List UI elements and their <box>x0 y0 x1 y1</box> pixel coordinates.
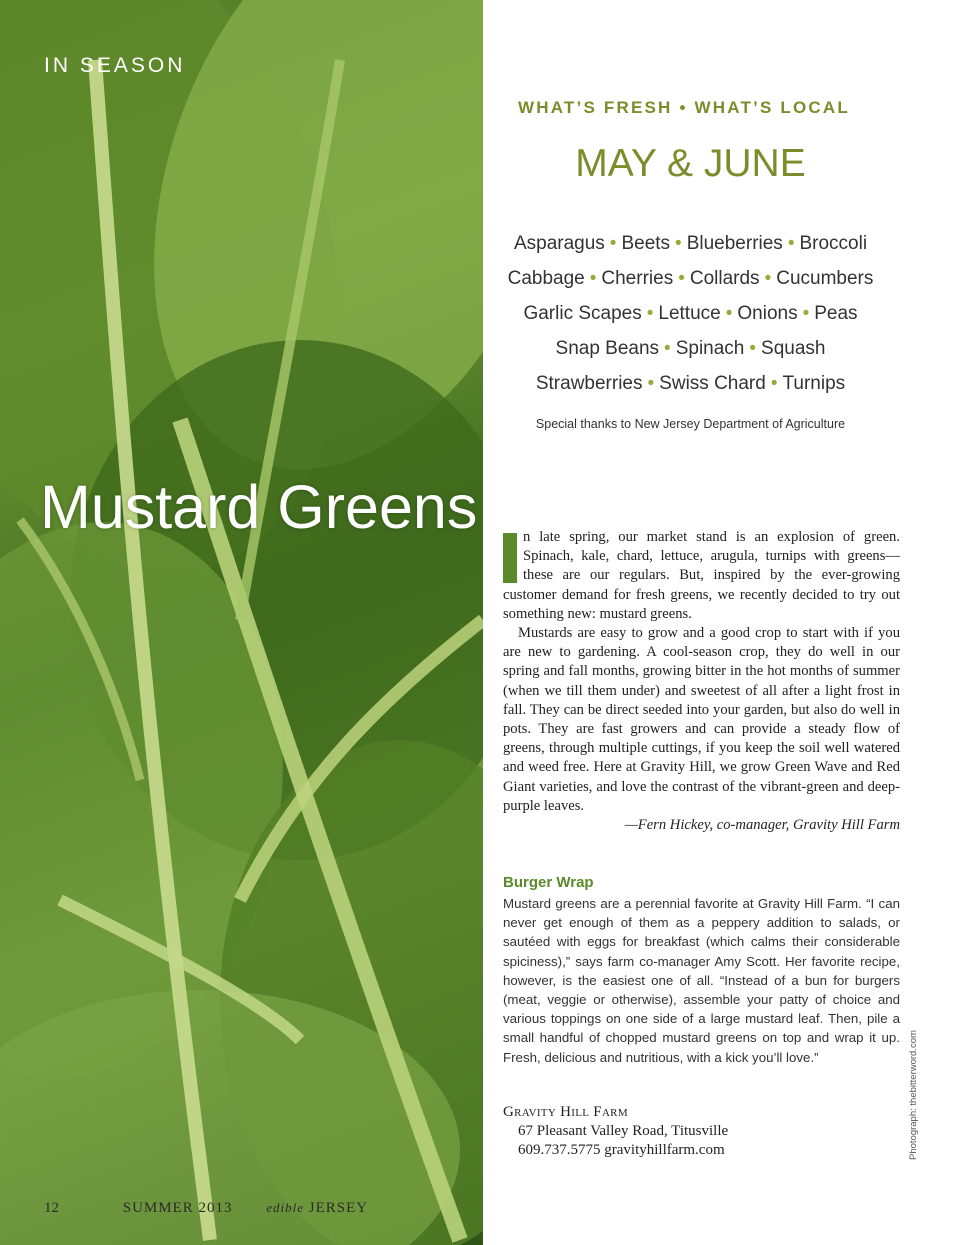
section-label: IN SEASON <box>44 54 186 77</box>
magazine-title: JERSEY <box>308 1200 369 1216</box>
bullet-separator: • <box>646 303 654 324</box>
kicker: WHAT’S FRESH • WHAT’S LOCAL <box>518 98 850 117</box>
bullet-separator: • <box>725 303 733 324</box>
produce-item: Snap Beans <box>555 338 660 359</box>
magazine-prefix: edible <box>266 1200 305 1215</box>
produce-item: Garlic Scapes <box>523 303 642 324</box>
produce-item: Strawberries <box>535 373 643 394</box>
bullet-separator: • <box>609 233 617 254</box>
farm-address: 67 Pleasant Valley Road, Titusville <box>518 1123 729 1139</box>
produce-item: Broccoli <box>799 233 868 254</box>
produce-line <box>483 366 898 401</box>
produce-item: Spinach <box>675 338 745 359</box>
bullet-separator: • <box>664 338 671 359</box>
produce-item: Lettuce <box>658 303 721 324</box>
produce-list <box>483 226 898 401</box>
produce-item: Squash <box>761 338 826 359</box>
produce-item: Onions <box>737 303 798 324</box>
recipe-text: Mustard greens are a perennial favorite at Gravity Hill Farm. “I can never get enough of them as a peppery addition to salads, or sautéed with eggs for breakfast (which calms their considerable spiciness),” says farm co-manager Amy Scott. Her favorite recipe, however, is the easiest one of all. “Instead of a bun for burgers (meat, veggie or otherwise), assemble your patty of choice and various toppings on one side of a large mustard leaf. Then, pile a small handful of chopped mustard greens on top and wrap it up. Fresh, delicious and nutritious, with a kick you’ll love.” <box>503 896 900 1065</box>
article-body <box>503 528 900 835</box>
farm-name: Gravity Hill Farm <box>503 1104 628 1120</box>
feature-title: Mustard Greens <box>40 473 478 541</box>
bullet-separator: • <box>764 268 772 289</box>
article-paragraph: Mustards are easy to grow and a good crop to start with if you are new to gardening. A cool-season crop, they do well in our spring and fall months, growing bitter in the hot months of summer (when we till them under) and sweetest of all after a light frost in fall. They can be direct seeded into your garden, but also do well in pots. They are fast growers and can provide a steady flow of greens, through multiple cuttings, if you keep the soil well watered and weed free. Here at Gravity Hill, we grow Green Wave and Red Giant varieties, and love the contrast of the vibrant-green and deep-purple leaves. <box>503 625 900 814</box>
produce-item: Blueberries <box>686 233 783 254</box>
produce-item: Swiss Chard <box>659 373 766 394</box>
paragraph-text: n late spring, our market stand is an explosion of green. Spinach, kale, chard, lettuce, arugula, turnips with greens—these are our regulars. But, inspired by the ever-growing customer demand for fresh greens, we recently decided to try out something new: mustard greens. <box>503 529 900 622</box>
produce-line <box>483 261 898 296</box>
produce-item: Asparagus <box>513 233 605 254</box>
folio <box>44 1200 368 1217</box>
farm-contact: 609.737.5775 gravityhillfarm.com <box>518 1142 725 1158</box>
bullet-separator: • <box>749 338 757 359</box>
produce-item: Peas <box>814 303 858 324</box>
month-heading: MAY & JUNE <box>575 142 806 185</box>
issue-date: SUMMER 2013 <box>122 1200 233 1216</box>
article-signoff: —Fern Hickey, co-manager, Gravity Hill Farm <box>624 817 900 834</box>
photo-credit: Photograph: thebitterword.com <box>908 1030 919 1160</box>
bullet-separator: • <box>678 268 685 289</box>
bullet-separator: • <box>589 268 597 289</box>
page-number: 12 <box>44 1200 59 1216</box>
produce-item: Cabbage <box>507 268 585 289</box>
produce-line <box>483 296 898 331</box>
bullet-separator: • <box>787 233 795 254</box>
produce-item: Turnips <box>782 373 846 394</box>
produce-line <box>483 331 898 366</box>
produce-item: Collards <box>689 268 760 289</box>
article-paragraph <box>503 528 900 624</box>
bullet-separator: • <box>647 373 655 394</box>
produce-item: Beets <box>621 233 671 254</box>
thanks-note: Special thanks to New Jersey Department of Agriculture <box>535 417 846 431</box>
recipe-title: Burger Wrap <box>503 874 594 891</box>
produce-item: Cherries <box>601 268 674 289</box>
bullet-separator: • <box>675 233 682 254</box>
drop-cap <box>503 533 517 583</box>
produce-line <box>483 226 898 261</box>
magazine-name <box>266 1200 368 1217</box>
produce-item: Cucumbers <box>776 268 874 289</box>
bullet-separator: • <box>770 373 778 394</box>
bullet-separator: • <box>802 303 810 324</box>
